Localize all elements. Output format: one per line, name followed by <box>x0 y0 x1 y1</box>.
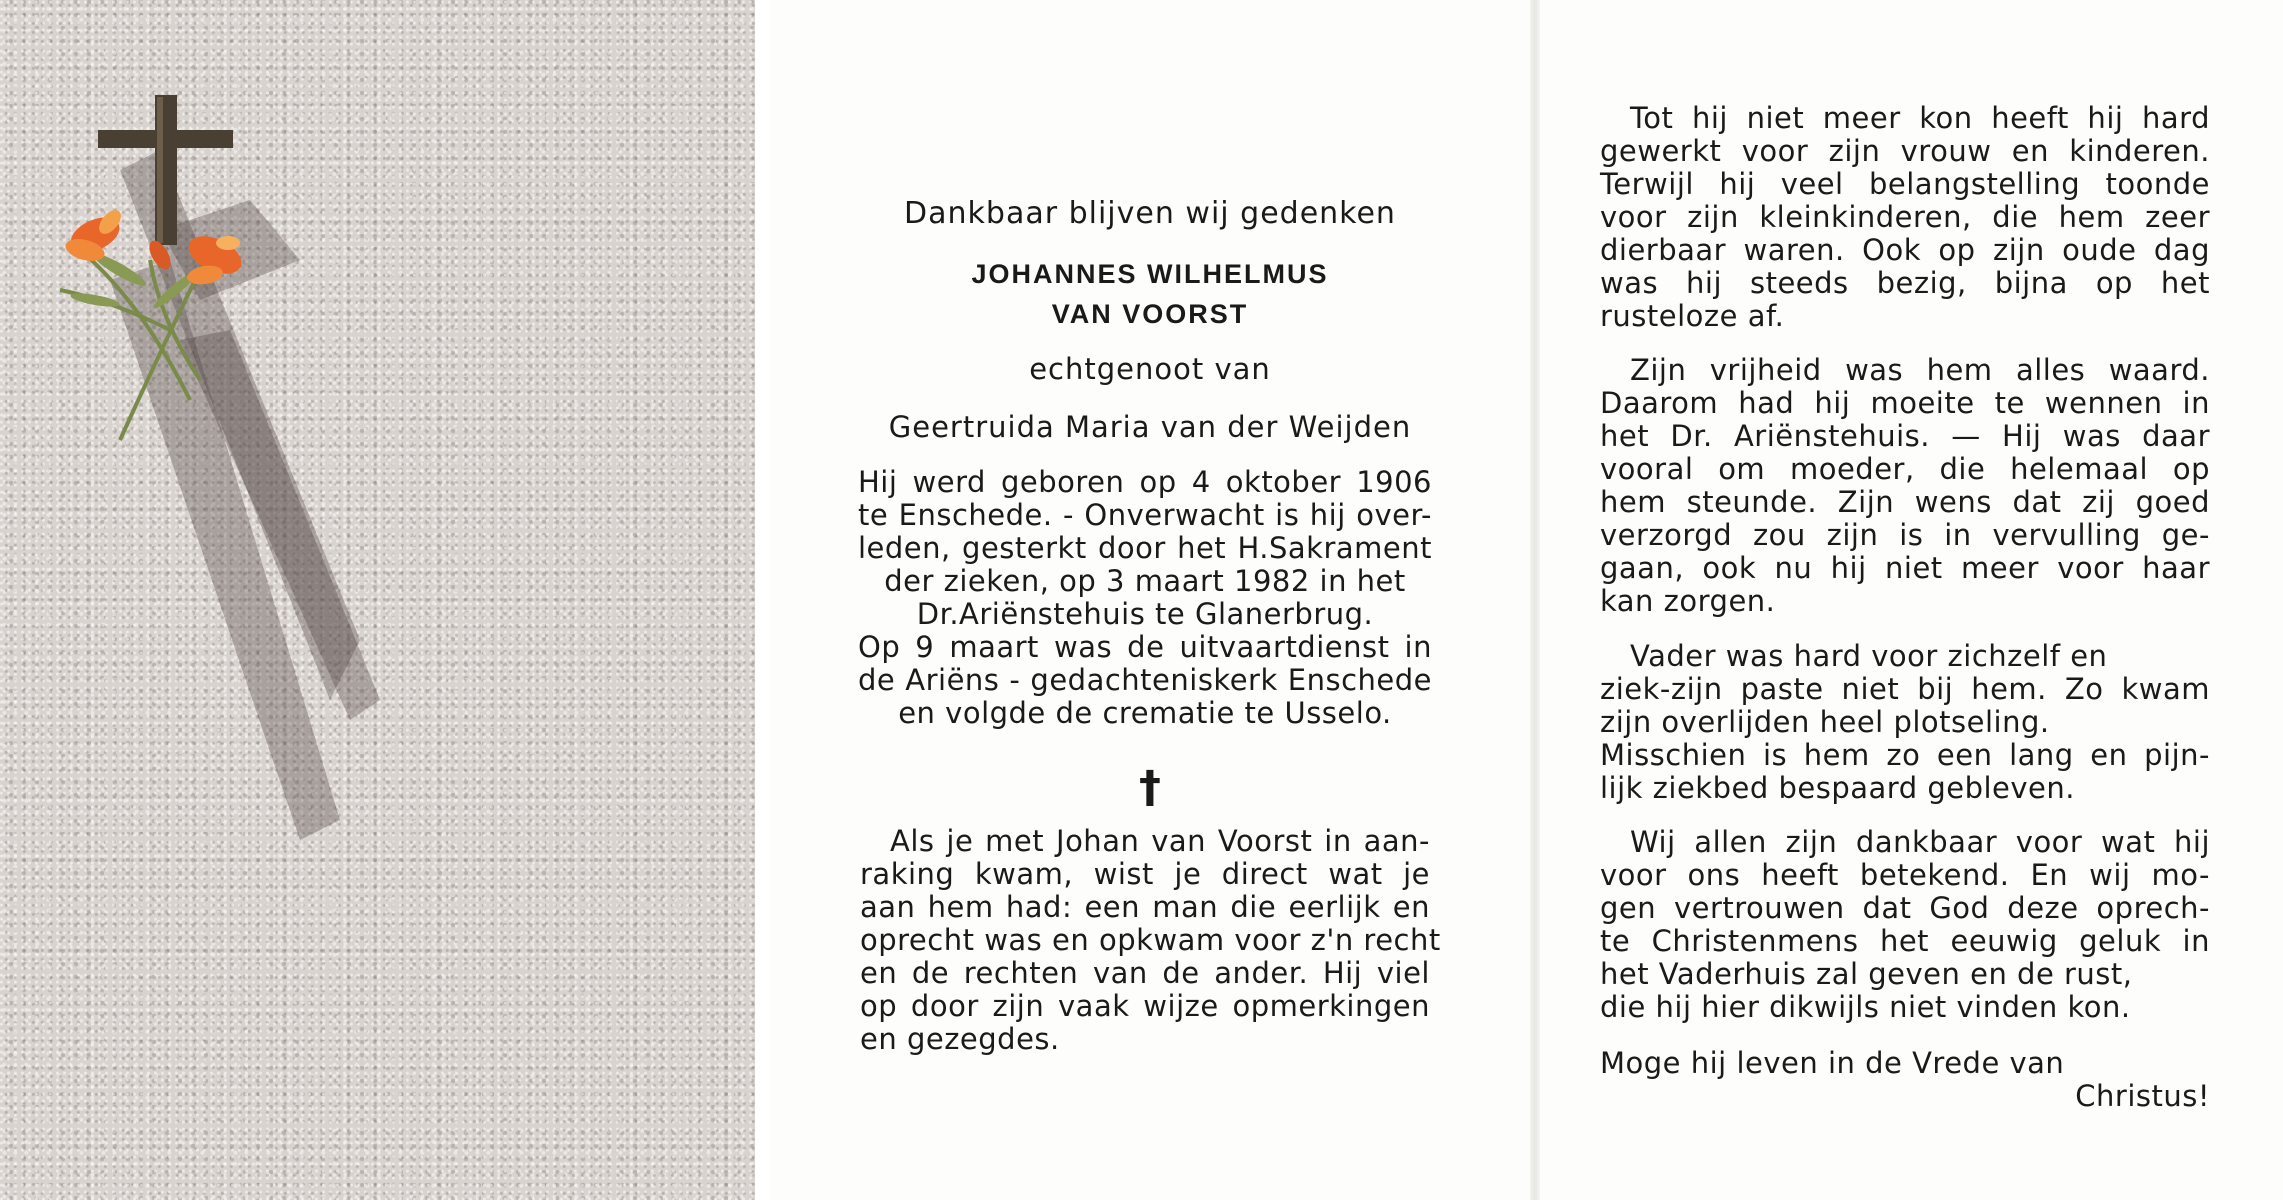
text-line: Vader was hard voor zichzelf en <box>1630 639 2108 673</box>
intro-line: Dankbaar blijven wij gedenken <box>904 196 1396 231</box>
bio-line: Op 9 maart was de uitvaartdienst in <box>858 630 1432 664</box>
bio-line: en volgde de crematie te Usselo. <box>898 696 1392 730</box>
text-line: voor ons heeft betekend. En wij mo- <box>1600 858 2210 892</box>
text-line: Tot hij niet meer kon heeft hij hard <box>1630 101 2210 135</box>
text-line: Zijn vrijheid was hem alles waard. <box>1630 353 2210 387</box>
bio-line: leden, gesterkt door het H.Sakrament <box>858 531 1432 565</box>
biography <box>858 466 1432 730</box>
text-line: was hij steeds bezig, bijna op het <box>1600 266 2210 300</box>
spouse-label: echtgenoot van <box>1029 352 1271 386</box>
bio-line: Hij werd geboren op 4 oktober 1906 <box>858 465 1432 499</box>
text-line: te Christenmens het eeuwig geluk in <box>1600 924 2210 958</box>
text-line: die hij hier dikwijls niet vinden kon. <box>1600 990 2131 1024</box>
text-line: verzorgd zou zijn is in vervulling ge- <box>1600 518 2210 552</box>
tribute-line: oprecht was en opkwam voor z'n recht <box>860 923 1441 957</box>
spouse-name: Geertruida Maria van der Weijden <box>888 410 1412 444</box>
deceased-name <box>770 254 1530 334</box>
bio-line: te Enschede. - Onverwacht is hij over- <box>858 498 1432 532</box>
paragraph-work <box>1600 102 2210 333</box>
text-line: het Dr. Ariënstehuis. — Hij was daar <box>1600 419 2210 453</box>
name-line-2: VAN VOORST <box>1051 299 1249 329</box>
text-line: gen vertrouwen dat God deze oprech- <box>1600 891 2210 925</box>
paragraph-gratitude <box>1600 826 2210 1024</box>
memorial-photo <box>0 0 755 1200</box>
text-line: voor zijn kleinkinderen, die hem zeer <box>1600 200 2210 234</box>
text-line: lijk ziekbed bespaard gebleven. <box>1600 771 2075 805</box>
paragraph-freedom <box>1600 354 2210 618</box>
tribute-line: op door zijn vaak wijze opmerkingen <box>860 989 1430 1023</box>
page-gap <box>755 0 770 1200</box>
memorial-card-middle-page <box>770 0 1530 1200</box>
text-line: dierbaar waren. Ook op zijn oude dag <box>1600 233 2210 267</box>
text-line: gewerkt voor zijn vrouw en kinderen. <box>1600 134 2210 168</box>
text-line: Terwijl hij veel belangstelling toonde <box>1600 167 2210 201</box>
blessing-line-1: Moge hij leven in de Vrede van <box>1600 1046 2065 1080</box>
tribute-line: en gezegdes. <box>860 1022 1060 1056</box>
bio-line: der zieken, op 3 maart 1982 in het <box>884 564 1406 598</box>
closing-blessing <box>1600 1047 2210 1113</box>
text-line: ziek-zijn paste niet bij hem. Zo kwam <box>1600 672 2210 706</box>
text-line: rusteloze af. <box>1600 299 1785 333</box>
cross-symbol: † <box>1139 762 1161 813</box>
text-line: vooral om moeder, die helemaal op <box>1600 452 2210 486</box>
paragraph-father <box>1600 640 2210 805</box>
text-line: Daarom had hij moeite te wennen in <box>1600 386 2210 420</box>
tribute-line: aan hem had: een man die eerlijk en <box>860 890 1430 924</box>
cross-with-flowers-icon <box>0 0 755 1200</box>
text-line: gaan, ook nu hij niet meer voor haar <box>1600 551 2210 585</box>
tribute-line: raking kwam, wist je direct wat je <box>860 857 1430 891</box>
text-line: kan zorgen. <box>1600 584 1776 618</box>
tribute-line: Als je met Johan van Voorst in aan- <box>890 824 1430 858</box>
text-line: Wij allen zijn dankbaar voor wat hij <box>1630 825 2210 859</box>
tribute-paragraph <box>860 824 1441 1056</box>
bio-line: Dr.Ariënstehuis te Glanerbrug. <box>916 597 1374 631</box>
tribute-line: en de rechten van de ander. Hij viel <box>860 956 1430 990</box>
text-line: Misschien is hem zo een lang en pijn- <box>1600 738 2210 772</box>
bio-line: de Ariëns - gedachteniskerk Enschede <box>858 663 1432 697</box>
memorial-card-right-page <box>1540 0 2283 1200</box>
card-fold <box>1530 0 1540 1200</box>
text-line: zijn overlijden heel plotseling. <box>1600 705 2050 739</box>
blessing-line-2: Christus! <box>2075 1079 2210 1113</box>
text-line: het Vaderhuis zal geven en de rust, <box>1600 957 2133 991</box>
text-line: hem steunde. Zijn wens dat zij goed <box>1600 485 2210 519</box>
name-line-1: JOHANNES WILHELMUS <box>971 259 1329 289</box>
